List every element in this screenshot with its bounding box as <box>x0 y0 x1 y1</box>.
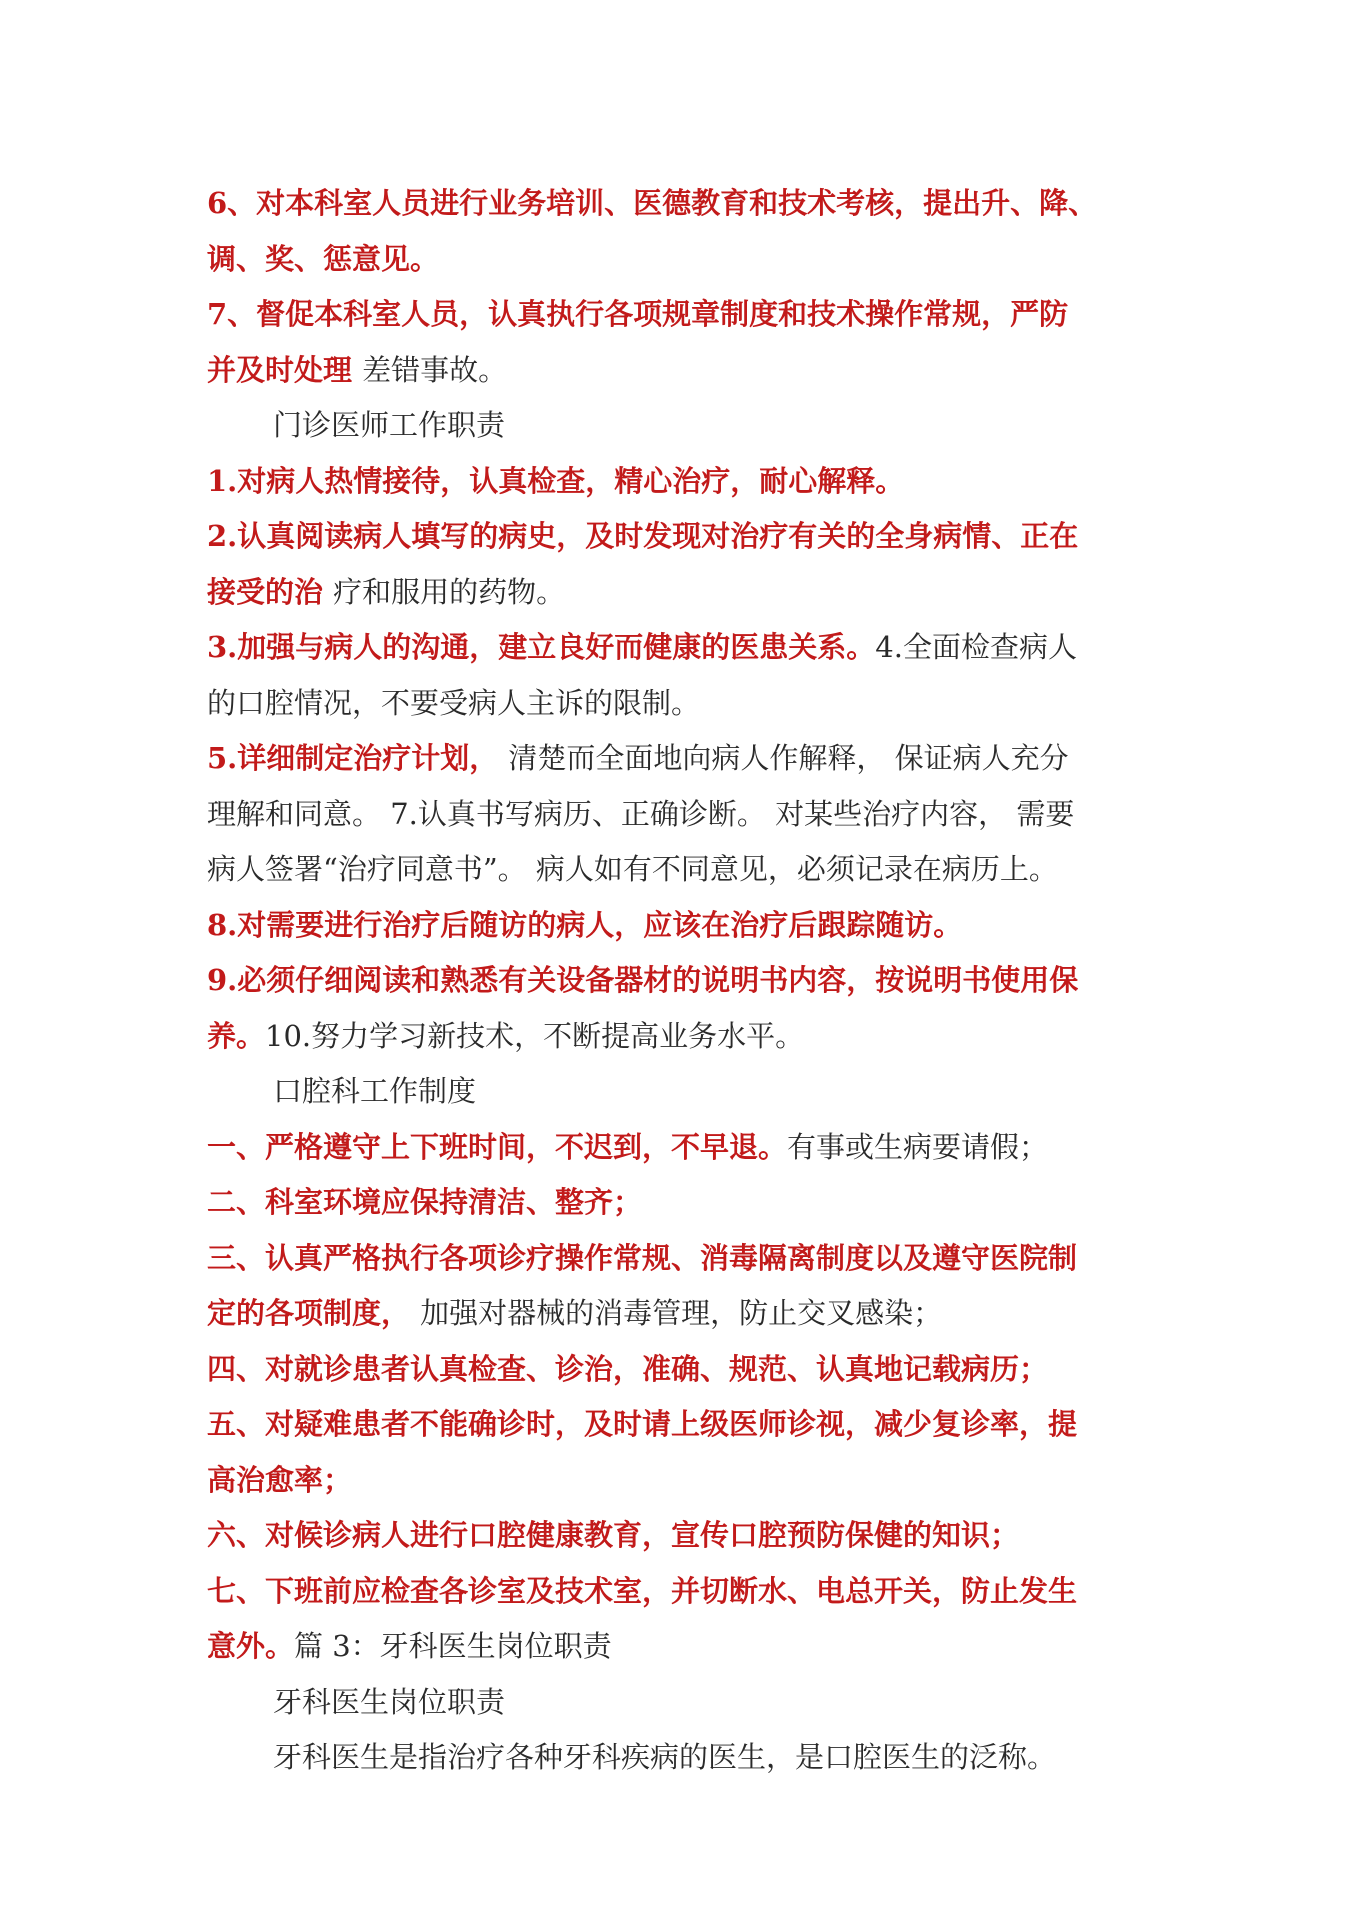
body-text: 有事或生病要请假； <box>787 1129 1049 1164</box>
body-text: 口腔科工作制度 <box>273 1074 477 1108</box>
document-body <box>207 176 1167 1786</box>
text-line <box>207 842 1167 898</box>
text-line <box>207 898 1167 954</box>
body-text: 的口腔情况，不要受病人主诉的限制。 <box>207 685 701 720</box>
body-text: 加强对器械的消毒管理，防止交叉感染； <box>420 1296 943 1330</box>
emphasized-text: 二、科室环境应保持清洁、整齐； <box>207 1185 643 1219</box>
body-text: 4.全面检查病人 <box>875 630 1077 664</box>
text-line <box>207 1009 1167 1065</box>
text-line <box>207 953 1167 1009</box>
body-text: 牙科医生是指治疗各种牙科疾病的医生，是口腔医生的泛称。 <box>273 1740 1057 1774</box>
text-line <box>207 287 1167 343</box>
emphasized-text: 高治愈率； <box>207 1462 353 1497</box>
body-text: 疗和服用的药物。 <box>333 574 566 609</box>
emphasized-text: 定的各项制度， <box>207 1296 421 1330</box>
emphasized-text: 意外。 <box>207 1629 295 1663</box>
emphasized-text: 六、对候诊病人进行口腔健康教育，宣传口腔预防保健的知识； <box>207 1518 1020 1552</box>
text-line <box>207 1120 1167 1176</box>
emphasized-text: 四、对就诊患者认真检查、诊治，准确、规范、认真地记载病历； <box>207 1351 1049 1386</box>
text-line <box>207 1564 1167 1620</box>
emphasized-text: 一、严格遵守上下班时间，不迟到，不早退。 <box>207 1129 788 1164</box>
section-heading-line <box>207 1730 1167 1786</box>
emphasized-text: 调、奖、惩意见。 <box>207 241 440 276</box>
text-line <box>207 1508 1167 1564</box>
emphasized-text: 三、认真严格执行各项诊疗操作常规、消毒隔离制度以及遵守医院制 <box>207 1240 1078 1275</box>
emphasized-text: 7、督促本科室人员，认真执行各项规章制度和技术操作常规，严防 <box>207 297 1069 331</box>
section-heading-line <box>207 1064 1167 1120</box>
emphasized-text: 5.详细制定治疗计划， <box>207 741 509 775</box>
text-line <box>207 509 1167 565</box>
body-text: 门诊医师工作职责 <box>273 408 506 442</box>
body-text: 清楚而全面地向病人作解释， 保证病人充分 <box>508 741 1069 775</box>
text-line <box>207 1286 1167 1342</box>
text-line <box>207 1175 1167 1231</box>
emphasized-text: 1.对病人热情接待，认真检查，精心治疗，耐心解释。 <box>207 463 905 498</box>
text-line <box>207 620 1167 676</box>
text-line <box>207 1453 1167 1509</box>
emphasized-text: 8.对需要进行治疗后随访的病人，应该在治疗后跟踪随访。 <box>207 907 963 942</box>
text-line <box>207 1231 1167 1287</box>
emphasized-text: 9.必须仔细阅读和熟悉有关设备器材的说明书内容，按说明书使用保 <box>207 963 1079 997</box>
section-heading-line <box>207 1675 1167 1731</box>
text-line <box>207 731 1167 787</box>
emphasized-text: 五、对疑难患者不能确诊时，及时请上级医师诊视，减少复诊率，提 <box>207 1407 1078 1441</box>
body-text: 差错事故。 <box>362 352 508 387</box>
text-line <box>207 1397 1167 1453</box>
emphasized-text: 6、对本科室人员进行业务培训、医德教育和技术考核，提出升、降、 <box>207 186 1098 220</box>
text-line <box>207 787 1167 843</box>
body-text: 10.努力学习新技术，不断提高业务水平。 <box>265 1018 805 1053</box>
emphasized-text: 接受的治 <box>207 574 334 609</box>
text-line <box>207 1342 1167 1398</box>
emphasized-text: 3.加强与病人的沟通，建立良好而健康的医患关系。 <box>207 630 876 664</box>
text-line <box>207 676 1167 732</box>
text-line <box>207 454 1167 510</box>
text-line <box>207 232 1167 288</box>
text-line <box>207 176 1167 232</box>
body-text: 理解和同意。 7.认真书写病历、正确诊断。 对某些治疗内容， 需要 <box>207 796 1075 831</box>
body-text: 病人签署“治疗同意书”。 病人如有不同意见，必须记录在病历上。 <box>207 852 1058 886</box>
body-text: 牙科医生岗位职责 <box>273 1684 506 1719</box>
emphasized-text: 七、下班前应检查各诊室及技术室，并切断水、电总开关，防止发生 <box>207 1573 1078 1608</box>
section-heading-line <box>207 398 1167 454</box>
text-line <box>207 343 1167 399</box>
body-text: 篇 3：牙科医生岗位职责 <box>294 1629 612 1663</box>
emphasized-text: 2.认真阅读病人填写的病史，及时发现对治疗有关的全身病情、正在 <box>207 519 1079 553</box>
emphasized-text: 并及时处理 <box>207 352 363 387</box>
text-line <box>207 1619 1167 1675</box>
emphasized-text: 养。 <box>207 1018 266 1053</box>
text-line <box>207 565 1167 621</box>
